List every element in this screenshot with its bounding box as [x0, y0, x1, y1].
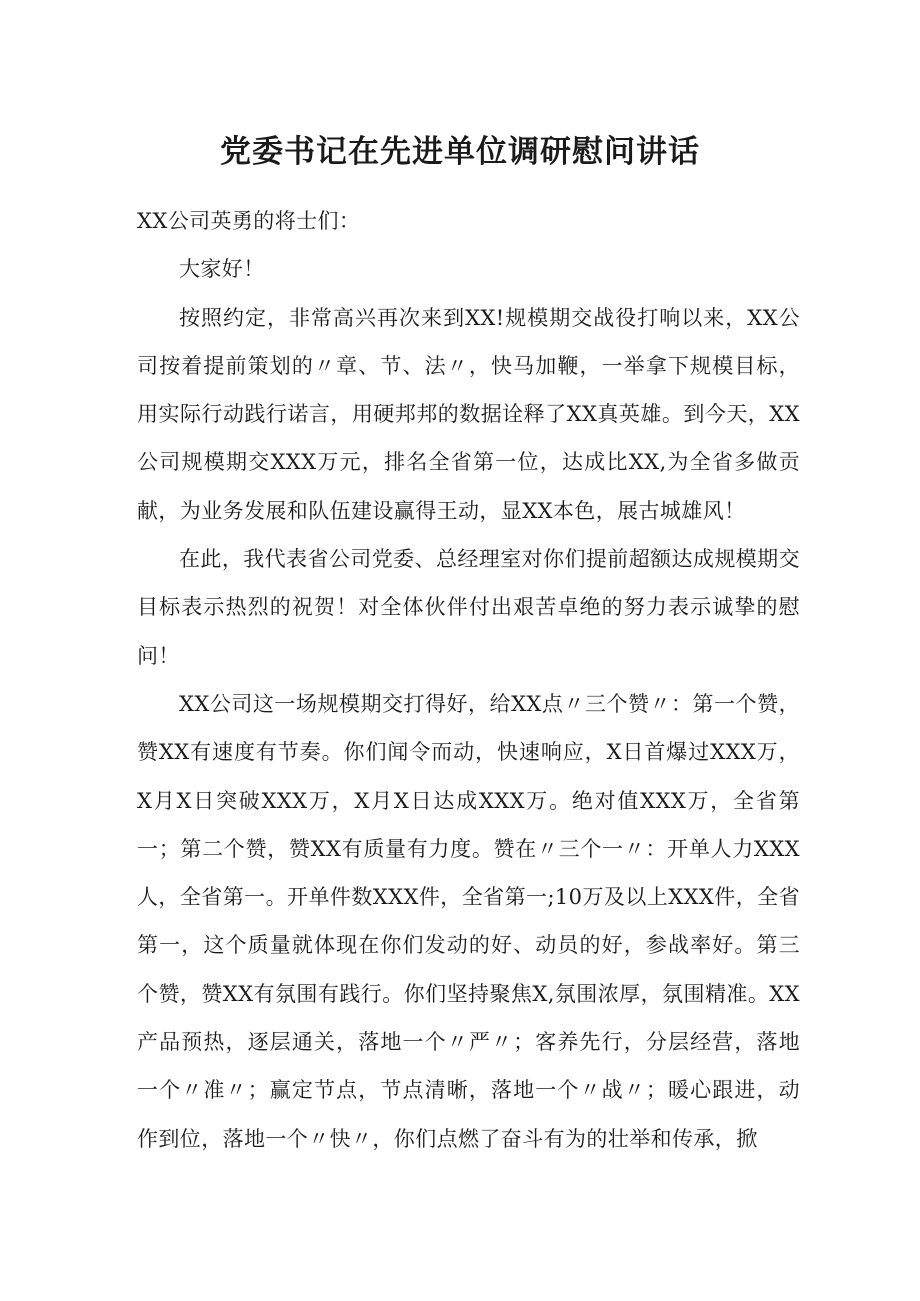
greeting: 大家好！ — [179, 257, 265, 282]
paragraph-3: XX公司这一场规模期交打得好，给XX点〃三个赞〃：第一个赞，赞XX有速度有节奏。你们闻令而动，快速响应，X日首爆过XXX万，X月X日突破XXX万，X月X日达成XXX万。绝对值XXX万，全省第一；第二个赞，赞XX有质量有力度。赞在〃三个一〃：开单人力XXX人，全省第一。开单件数XXX件，全省第一;10万及以上XXX件，全省第一，这个质量就体现在你们发动的好、动员的好，参战率好。第三个赞，赞XX有氛围有践行。你们坚持聚焦X,氛围浓厚，氛围精准。XX产品预热，逐层通关，落地一个〃严〃；客养先行，分层经营，落地一个〃准〃；赢定节点，节点清晰，落地一个〃战〃；暖心跟进，动作到位，落地一个〃快〃，你们点燃了奋斗有为的壮举和传承，掀 — [137, 691, 800, 1151]
paragraph-1: 按照约定，非常高兴再次来到XX!规模期交战役打响以来，XX公司按着提前策划的〃章、节、法〃，快马加鞭，一举拿下规模目标，用实际行动践行诺言，用硬邦邦的数据诠释了XX真英雄。到今天，XX公司规模期交XXX万元，排名全省第一位，达成比XX,为全省多做贡献，为业务发展和队伍建设赢得王动，显XX本色，展古城雄风！ — [137, 305, 800, 523]
document-title: 党委书记在先进单位调研慰问讲话 — [220, 134, 700, 170]
salutation: XX公司英勇的将士们： — [137, 209, 361, 233]
document-body — [137, 197, 800, 1163]
paragraph-2: 在此，我代表省公司党委、总经理室对你们提前超额达成规模期交目标表示热烈的祝贺！对全体伙伴付出艰苦卓绝的努力表示诚挚的慰问！ — [137, 547, 800, 668]
